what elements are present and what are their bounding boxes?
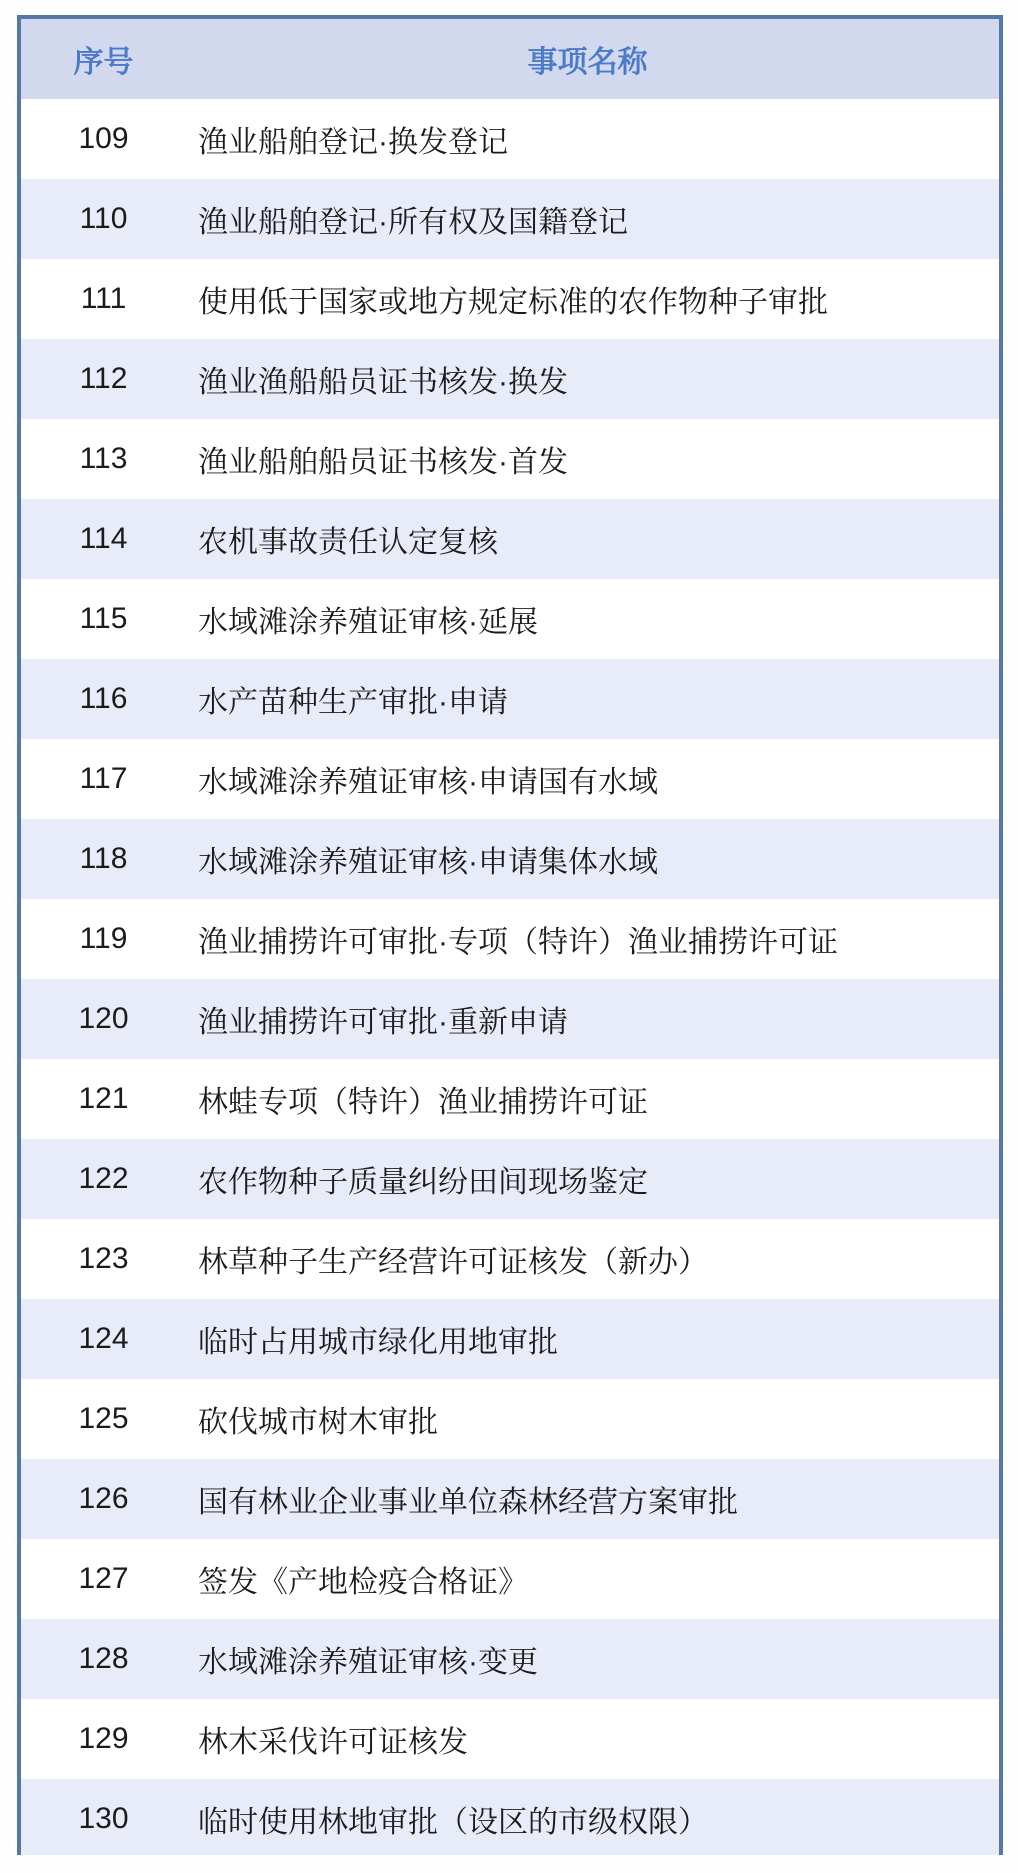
table-row bbox=[21, 659, 999, 739]
table-row bbox=[21, 1459, 999, 1539]
row-item-name: 砍伐城市树木审批 bbox=[198, 1406, 438, 1439]
row-item-name: 国有林业企业事业单位森林经营方案审批 bbox=[198, 1486, 738, 1519]
row-index: 122 bbox=[78, 1162, 129, 1195]
row-index: 117 bbox=[79, 762, 128, 795]
row-item-name: 农机事故责任认定复核 bbox=[198, 526, 498, 559]
table-row bbox=[21, 259, 999, 339]
row-item-name: 水域滩涂养殖证审核·申请国有水域 bbox=[198, 766, 658, 799]
row-index: 123 bbox=[78, 1242, 129, 1275]
table-header-row bbox=[21, 19, 999, 99]
table-body bbox=[21, 99, 999, 1855]
row-index: 129 bbox=[78, 1722, 129, 1755]
table-row bbox=[21, 1699, 999, 1779]
row-index: 111 bbox=[80, 282, 127, 315]
row-item-name: 渔业船舶登记·所有权及国籍登记 bbox=[198, 206, 628, 239]
row-index: 126 bbox=[78, 1482, 129, 1515]
row-item-name: 林蛙专项（特许）渔业捕捞许可证 bbox=[198, 1086, 648, 1119]
row-item-name: 临时使用林地审批（设区的市级权限） bbox=[198, 1806, 708, 1839]
table-row bbox=[21, 1299, 999, 1379]
row-item-name: 临时占用城市绿化用地审批 bbox=[198, 1326, 558, 1359]
row-item-name: 渔业渔船船员证书核发·换发 bbox=[198, 366, 568, 399]
row-item-name: 水域滩涂养殖证审核·延展 bbox=[198, 606, 538, 639]
row-index: 110 bbox=[79, 202, 128, 235]
table-row bbox=[21, 899, 999, 979]
table-row bbox=[21, 499, 999, 579]
row-index: 121 bbox=[78, 1082, 129, 1115]
row-item-name: 渔业船舶船员证书核发·首发 bbox=[198, 446, 568, 479]
row-index: 116 bbox=[79, 682, 128, 715]
table-row bbox=[21, 1539, 999, 1619]
row-item-name: 农作物种子质量纠纷田间现场鉴定 bbox=[198, 1166, 648, 1199]
row-index: 115 bbox=[79, 602, 128, 635]
row-item-name: 水域滩涂养殖证审核·申请集体水域 bbox=[198, 846, 658, 879]
column-header-item-name: 事项名称 bbox=[527, 46, 648, 79]
table-row bbox=[21, 819, 999, 899]
table-row bbox=[21, 1779, 999, 1855]
table-row bbox=[21, 1619, 999, 1699]
table-row bbox=[21, 1139, 999, 1219]
row-index: 113 bbox=[79, 442, 128, 475]
row-index: 109 bbox=[78, 122, 129, 155]
row-index: 112 bbox=[79, 362, 128, 395]
row-index: 120 bbox=[78, 1002, 129, 1035]
table-row bbox=[21, 739, 999, 819]
row-item-name: 渔业船舶登记·换发登记 bbox=[198, 126, 508, 159]
approval-items-table bbox=[17, 15, 1003, 1855]
table-row bbox=[21, 339, 999, 419]
row-item-name: 林草种子生产经营许可证核发（新办） bbox=[198, 1246, 708, 1279]
table-row bbox=[21, 1379, 999, 1459]
table-row bbox=[21, 179, 999, 259]
table-row bbox=[21, 1219, 999, 1299]
row-index: 127 bbox=[78, 1562, 129, 1595]
table-row bbox=[21, 579, 999, 659]
table-row bbox=[21, 99, 999, 179]
table-row bbox=[21, 979, 999, 1059]
row-item-name: 使用低于国家或地方规定标准的农作物种子审批 bbox=[198, 286, 828, 319]
row-index: 128 bbox=[78, 1642, 129, 1675]
row-index: 125 bbox=[78, 1402, 129, 1435]
column-header-index: 序号 bbox=[73, 46, 134, 79]
row-item-name: 签发《产地检疫合格证》 bbox=[198, 1566, 528, 1599]
row-index: 114 bbox=[79, 522, 128, 555]
row-index: 119 bbox=[79, 922, 128, 955]
row-index: 130 bbox=[78, 1802, 129, 1835]
table-row bbox=[21, 419, 999, 499]
row-item-name: 水产苗种生产审批·申请 bbox=[198, 686, 508, 719]
row-item-name: 林木采伐许可证核发 bbox=[198, 1726, 468, 1759]
row-item-name: 渔业捕捞许可审批·重新申请 bbox=[198, 1006, 568, 1039]
row-item-name: 水域滩涂养殖证审核·变更 bbox=[198, 1646, 538, 1679]
row-index: 118 bbox=[79, 842, 128, 875]
row-item-name: 渔业捕捞许可审批·专项（特许）渔业捕捞许可证 bbox=[198, 926, 838, 959]
row-index: 124 bbox=[78, 1322, 129, 1355]
table-row bbox=[21, 1059, 999, 1139]
